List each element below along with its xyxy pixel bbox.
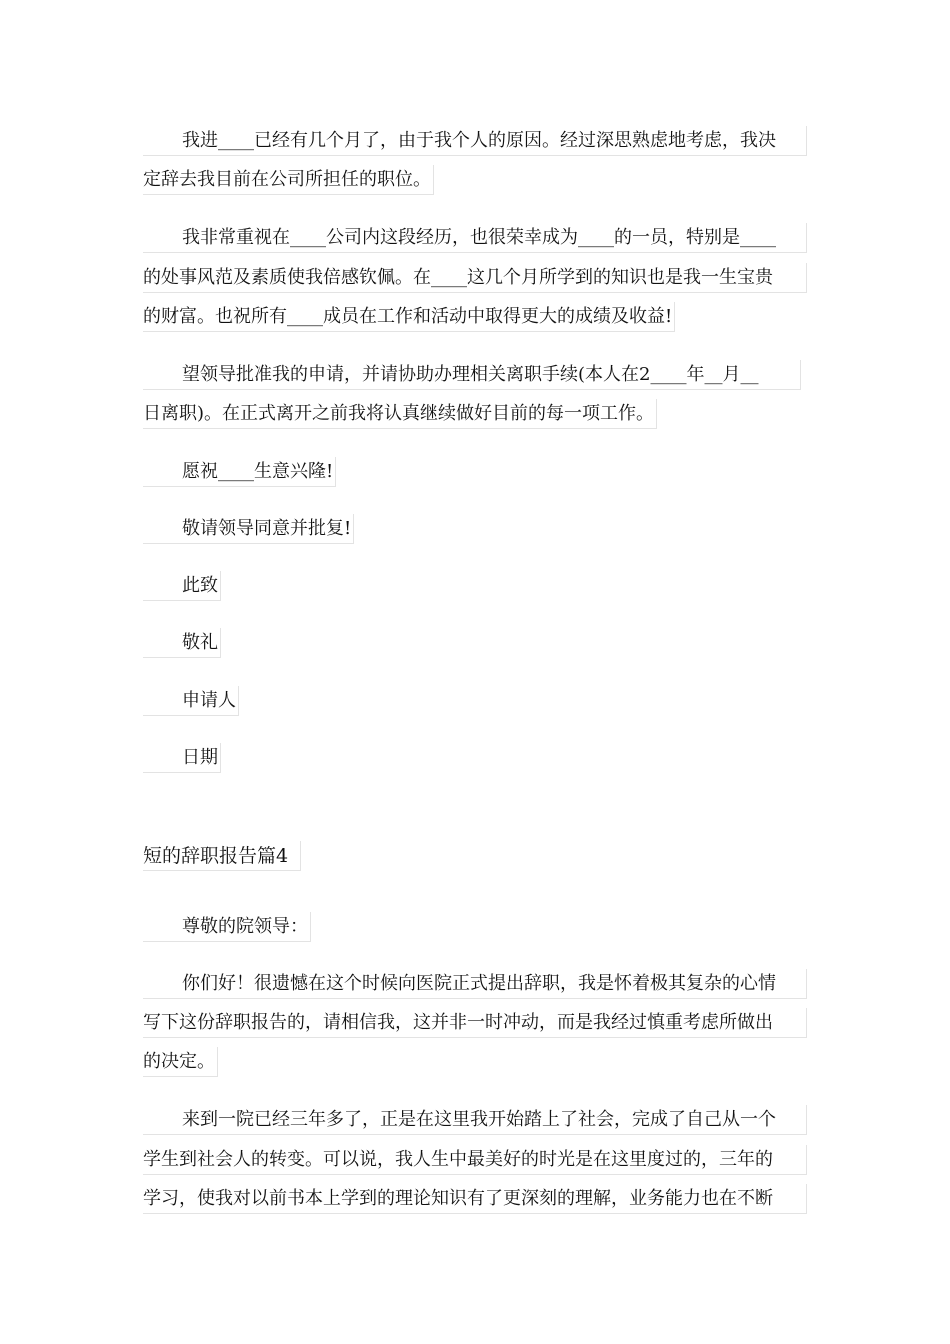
paragraph-line: 来到一院已经三年多了，正是在这里我开始踏上了社会，完成了自己从一个	[143, 1105, 807, 1135]
date-line: 日期	[143, 743, 221, 773]
closing-line: 敬礼	[143, 628, 221, 658]
applicant-line: 申请人	[143, 686, 239, 716]
paragraph-line: 的财富。也祝所有____成员在工作和活动中取得更大的成绩及收益!	[143, 302, 675, 332]
closing-line: 此致	[143, 571, 221, 601]
paragraph-line: 的处事风范及素质使我倍感钦佩。在____这几个月所学到的知识也是我一生宝贵	[143, 263, 807, 293]
salutation-line: 尊敬的院领导：	[143, 912, 311, 942]
section-title: 短的辞职报告篇4	[143, 841, 301, 871]
paragraph-line: 日离职)。在正式离开之前我将认真继续做好目前的每一项工作。	[143, 399, 657, 429]
paragraph-line: 学习，使我对以前书本上学到的理论知识有了更深刻的理解，业务能力也在不断	[143, 1184, 807, 1214]
paragraph-line: 学生到社会人的转变。可以说，我人生中最美好的时光是在这里度过的，三年的	[143, 1145, 807, 1175]
paragraph-line: 定辞去我目前在公司所担任的职位。	[143, 165, 434, 195]
paragraph-line: 你们好！很遗憾在这个时候向医院正式提出辞职，我是怀着极其复杂的心情	[143, 969, 807, 999]
paragraph-line: 的决定。	[143, 1047, 218, 1077]
paragraph-line: 我非常重视在____公司内这段经历，也很荣幸成为____的一员，特别是____	[143, 223, 807, 253]
paragraph-line: 望领导批准我的申请，并请协助办理相关离职手续(本人在2____年__月__	[143, 360, 801, 390]
request-line: 敬请领导同意并批复!	[143, 514, 354, 544]
wish-line: 愿祝____生意兴隆!	[143, 457, 336, 487]
paragraph-line: 我进____已经有几个月了，由于我个人的原因。经过深思熟虑地考虑，我决	[143, 126, 807, 156]
paragraph-line: 写下这份辞职报告的，请相信我，这并非一时冲动，而是我经过慎重考虑所做出	[143, 1008, 807, 1038]
